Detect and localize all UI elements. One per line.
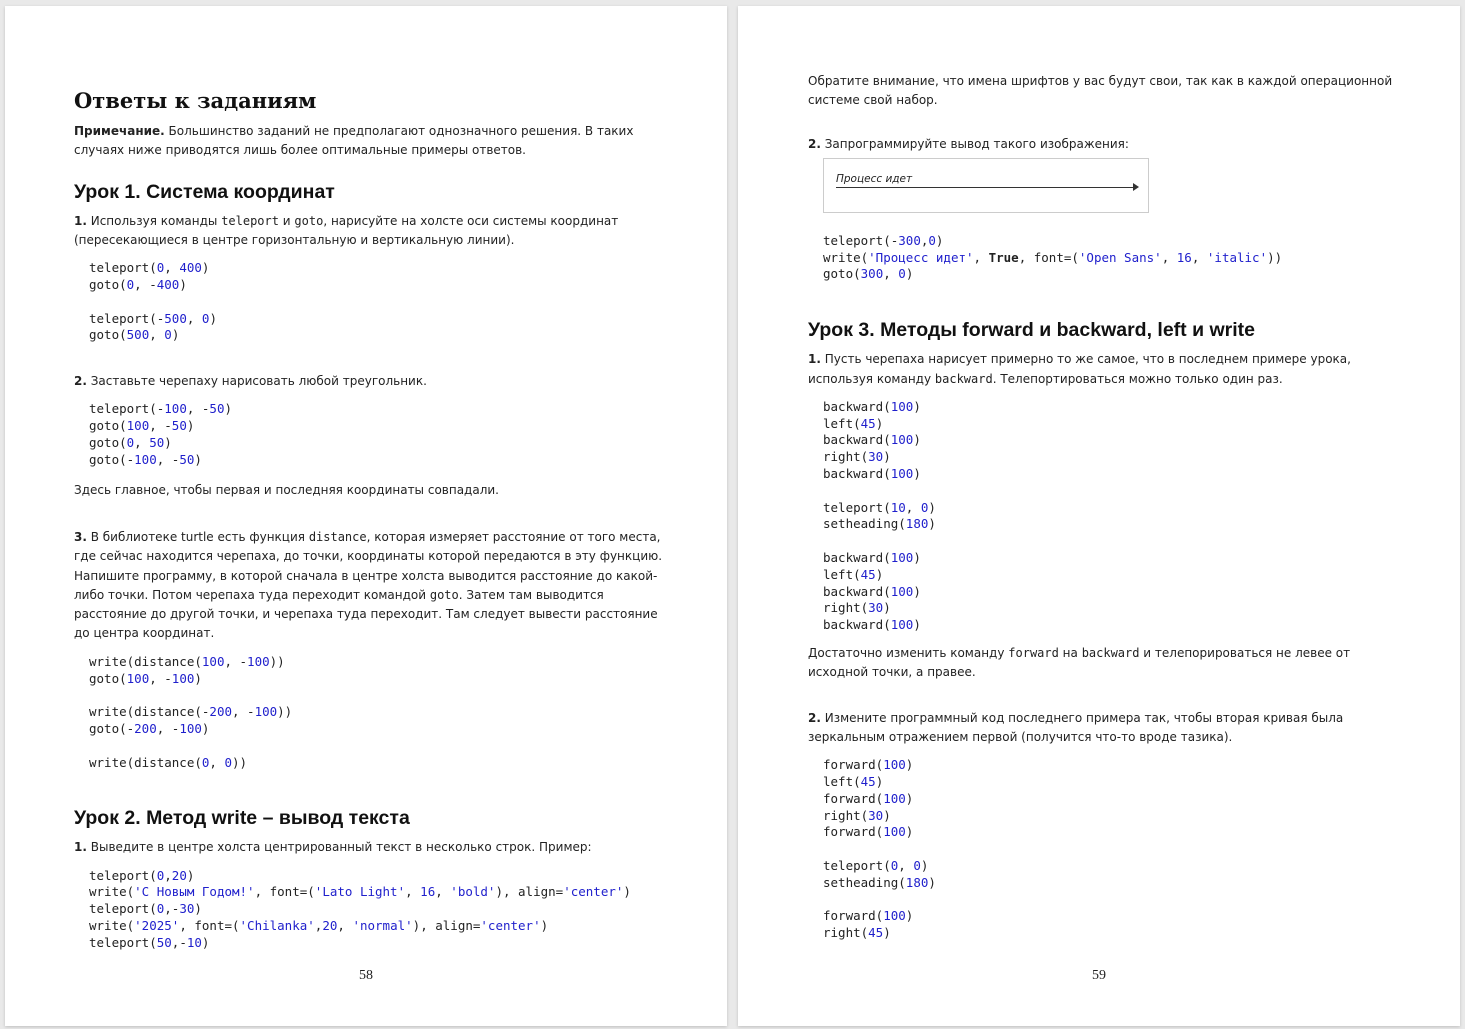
- code-block-lesson-2: teleport(0,20) write('С Новым Годом!', font=('Lato Light', 16, 'bold'), align='center') teleport(0,-30) write('2025', font=('Chilanka',20, 'normal'), align='center') teleport(50,-10): [89, 867, 631, 950]
- task-2-paragraph: [808, 135, 1400, 154]
- task-number: 3.: [74, 529, 87, 544]
- document-title: Ответы к заданиям: [74, 88, 317, 113]
- lesson-3-title: Урок 3. Методы forward и backward, left и write: [808, 319, 1256, 342]
- preview-line: [836, 187, 1136, 188]
- page-59: [738, 6, 1460, 1026]
- inline-code: backward: [934, 371, 993, 386]
- font-note-paragraph: Обратите внимание, что имена шрифтов у вас будут свои, так как в каждой операционной системе свой набор.: [808, 74, 1393, 108]
- task-2-paragraph: [74, 372, 667, 391]
- code-block-lesson-3-task-1: backward(100) left(45) backward(100) right(30) backward(100) teleport(10, 0) setheading(180) backward(100) left(45) backward(100) right(30) backward(100): [823, 398, 936, 633]
- lesson-2-title: Урок 2. Метод write – вывод текста: [74, 807, 410, 830]
- note-text: на: [1058, 646, 1082, 661]
- lesson-3-note: [808, 644, 1400, 683]
- code-block-task-1: teleport(0, 400) goto(0, -400) teleport(-500, 0) goto(500, 0): [89, 260, 217, 343]
- task-text: Запрограммируйте вывод такого изображения:: [820, 136, 1129, 151]
- task-text: Пусть черепаха нарисует примерно то же самое, что в последнем примере урока, используя команду: [808, 352, 1351, 386]
- inline-code: distance: [308, 529, 367, 544]
- task-text: В библиотеке turtle есть функция: [86, 529, 309, 544]
- task-number: 1.: [74, 213, 87, 228]
- task-text: , нарисуйте на холсте оси системы координат (пересекающиеся в центре горизонтальную и вертикальную линии).: [74, 213, 619, 247]
- note-label: Примечание.: [74, 124, 165, 138]
- arrow-head-icon: [1133, 183, 1139, 191]
- note-text: Достаточно изменить команду: [808, 646, 1009, 661]
- page-number: 58: [359, 968, 373, 983]
- task-number: 1.: [808, 352, 821, 367]
- lesson-3-task-1-paragraph: [808, 350, 1400, 389]
- task-text: . Затем там выводится расстояние до другой точки, и черепаха туда переходит. Там следует вывести расстояние до центра координат.: [74, 587, 658, 641]
- inline-code: forward: [1008, 646, 1059, 661]
- task-text: и: [278, 213, 295, 228]
- page-number: 59: [1092, 968, 1106, 983]
- inline-code: teleport: [221, 213, 279, 228]
- task-number: 2.: [74, 374, 87, 389]
- task-text: , которая измеряет расстояние от того места, где сейчас находится черепаха, до точки, координаты которой передаются в эту функцию. Напишите программу, в которой сначала в центре холста выводится расстояние до какой-либо точки. Потом черепаха туда переходит командой: [74, 529, 663, 602]
- task-number: 2.: [808, 710, 821, 725]
- note-text: Большинство заданий не предполагают однозначного решения. В таких случаях ниже приводятся лишь более оптимальные примеры ответов.: [74, 124, 634, 158]
- code-block-lesson-3-task-2: forward(100) left(45) forward(100) right(30) forward(100) teleport(0, 0) setheading(180) forward(100) right(45): [823, 757, 936, 941]
- preview-text: Процесс идет: [836, 172, 913, 185]
- task-3-paragraph: [74, 528, 667, 644]
- code-block-task-3: write(distance(100, -100)) goto(100, -100) write(distance(-200, -100)) goto(-200, -100) write(distance(0, 0)): [89, 653, 293, 770]
- code-block-task-2: teleport(-100, -50) goto(100, -50) goto(0, 50) goto(-100, -50): [89, 401, 233, 467]
- lesson-2-task-1-paragraph: [74, 838, 667, 857]
- page-58: [5, 6, 727, 1026]
- task-number: 2.: [808, 136, 821, 151]
- lesson-3-task-2-paragraph: [808, 709, 1400, 748]
- task-text: Заставьте черепаху нарисовать любой треугольник.: [86, 374, 427, 389]
- task-number: 1.: [74, 840, 87, 855]
- inline-code: goto: [429, 587, 459, 602]
- task-text: Выведите в центре холста центрированный текст в несколько строк. Пример:: [86, 840, 592, 855]
- output-preview-image: [823, 158, 1149, 213]
- lesson-1-title: Урок 1. Система координат: [74, 180, 335, 203]
- note-text: и телепорироваться не левее от исходной точки, а правее.: [808, 646, 1351, 680]
- task-2-note: Здесь главное, чтобы первая и последняя координаты совпадали.: [74, 482, 499, 497]
- task-1-paragraph: [74, 212, 667, 251]
- inline-code: goto: [294, 213, 324, 228]
- task-text: Используя команды: [86, 213, 222, 228]
- code-block-task-2: teleport(-300,0) write('Процесс идет', True, font=('Open Sans', 16, 'italic')) goto(300, 0): [823, 232, 1283, 282]
- task-text: Измените программный код последнего примера так, чтобы вторая кривая была зеркальным отражением первой (получится что-то вроде тазика).: [808, 710, 1344, 744]
- note-paragraph: [74, 122, 667, 161]
- task-text: . Телепортироваться можно только один раз.: [992, 371, 1283, 386]
- inline-code: backward: [1081, 646, 1140, 661]
